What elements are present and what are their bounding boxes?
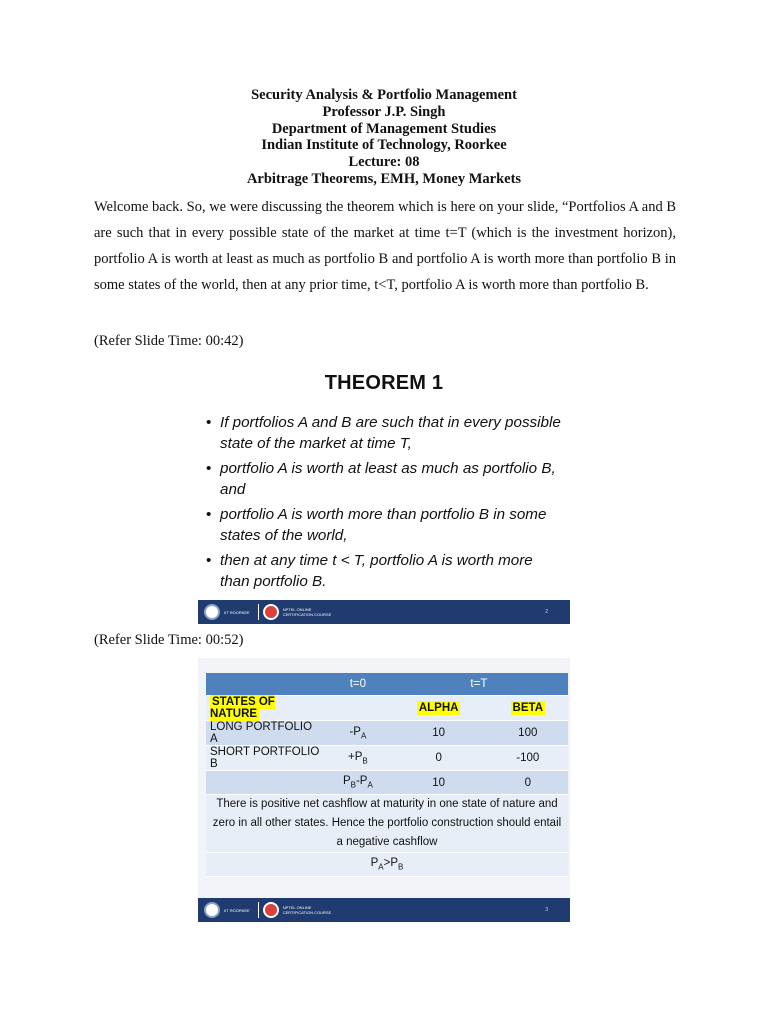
theorem-bullet: • portfolio A is worth more than portfolio B in some states of the world, (206, 506, 547, 544)
course-title: Security Analysis & Portfolio Management (251, 87, 517, 103)
price-inequality: $P_A>P_B$ (206, 853, 568, 877)
institute-short-label: IIT ROORKEE (224, 907, 250, 913)
nptel-label: NPTEL ONLINE CERTIFICATION COURSE (282, 905, 332, 915)
net-alpha-value: 10 (390, 771, 488, 795)
table-row (206, 853, 568, 877)
theorem-bullet: • then at any time t < T, portfolio A is worth more than portfolio B. (206, 552, 533, 590)
cashflow-note: There is positive net cashflow at maturity in one state of nature and zero in all other states. Hence the portfolio construction should entail a negative cashflow (206, 795, 568, 853)
lecture-number: Lecture: 08 (348, 154, 420, 171)
bullet-icon: • (206, 460, 212, 477)
table-row (206, 721, 568, 746)
department-name: Department of Management Studies (271, 120, 497, 137)
institute-short-label: IIT ROORKEE (224, 609, 250, 615)
slide-time-reference-1: (Refer Slide Time: 00:42) (94, 333, 244, 349)
transcript-paragraph: Welcome back. So, we were discussing the theorem which is here on your slide, “Portfolios A and B are such that in every possible state of the market at time t=T (which is the investment horizon), portfolio A is worth at least as much as portfolio B and portfolio A is worth more than portfolio B in some states of the world, then at any prior time, t<T, portfolio A is worth more than portfolio B. (94, 199, 676, 293)
table-header-row (206, 673, 568, 696)
net-beta-value: 0 (488, 771, 568, 795)
alpha-value: 0 (390, 746, 488, 771)
slide-arbitrage-table (198, 658, 570, 922)
net-t0-value: $P_B-P_A$ (326, 771, 390, 795)
beta-value: 100 (488, 721, 568, 746)
lecture-topic: Arbitrage Theorems, EMH, Money Markets (246, 170, 522, 187)
bullet-icon: • (206, 506, 212, 523)
table-row (206, 771, 568, 795)
row-label: SHORT PORTFOLIO B (206, 746, 326, 771)
footer-divider (258, 604, 259, 620)
theorem-bullet: • If portfolios A and B are such that in every possible state of the market at time T, (206, 414, 561, 452)
iit-roorkee-logo-icon (204, 902, 220, 918)
states-of-nature-label: STATES OF NATURE (210, 696, 275, 720)
theorem-bullet: • portfolio A is worth at least as much as portfolio B, and (206, 460, 556, 498)
institute-name: Indian Institute of Technology, Roorkee (261, 137, 507, 154)
header-tT: t=T (390, 673, 568, 696)
iit-roorkee-logo-icon (204, 604, 220, 620)
slide-page-number: 3 (545, 907, 548, 913)
table-row (206, 795, 568, 853)
footer-divider (258, 902, 259, 918)
slide-page-number: 2 (545, 609, 548, 615)
theorem-bullet-list (204, 412, 564, 596)
document-header (0, 87, 768, 188)
nptel-label: NPTEL ONLINE CERTIFICATION COURSE (282, 607, 332, 617)
header-t0: t=0 (326, 673, 390, 696)
slide-footer (198, 898, 570, 922)
bullet-icon: • (206, 414, 212, 431)
table-row (206, 746, 568, 771)
slide-footer (198, 600, 570, 624)
bullet-icon: • (206, 552, 212, 569)
beta-label: BETA (512, 702, 543, 714)
beta-value: -100 (488, 746, 568, 771)
t0-value: $+P_B$ (326, 746, 390, 771)
nptel-logo-icon (263, 902, 279, 918)
table-row (206, 696, 568, 721)
nptel-logo-icon (263, 604, 279, 620)
row-label: LONG PORTFOLIO A (206, 721, 326, 746)
slide-time-reference-2: (Refer Slide Time: 00:52) (94, 632, 244, 648)
cashflow-table (206, 673, 568, 877)
t0-value: $-P_A$ (326, 721, 390, 746)
slide-title: THEOREM 1 (324, 372, 444, 394)
slide-theorem-1 (198, 360, 570, 624)
alpha-label: ALPHA (418, 702, 459, 714)
professor-name: Professor J.P. Singh (322, 103, 446, 120)
alpha-value: 10 (390, 721, 488, 746)
